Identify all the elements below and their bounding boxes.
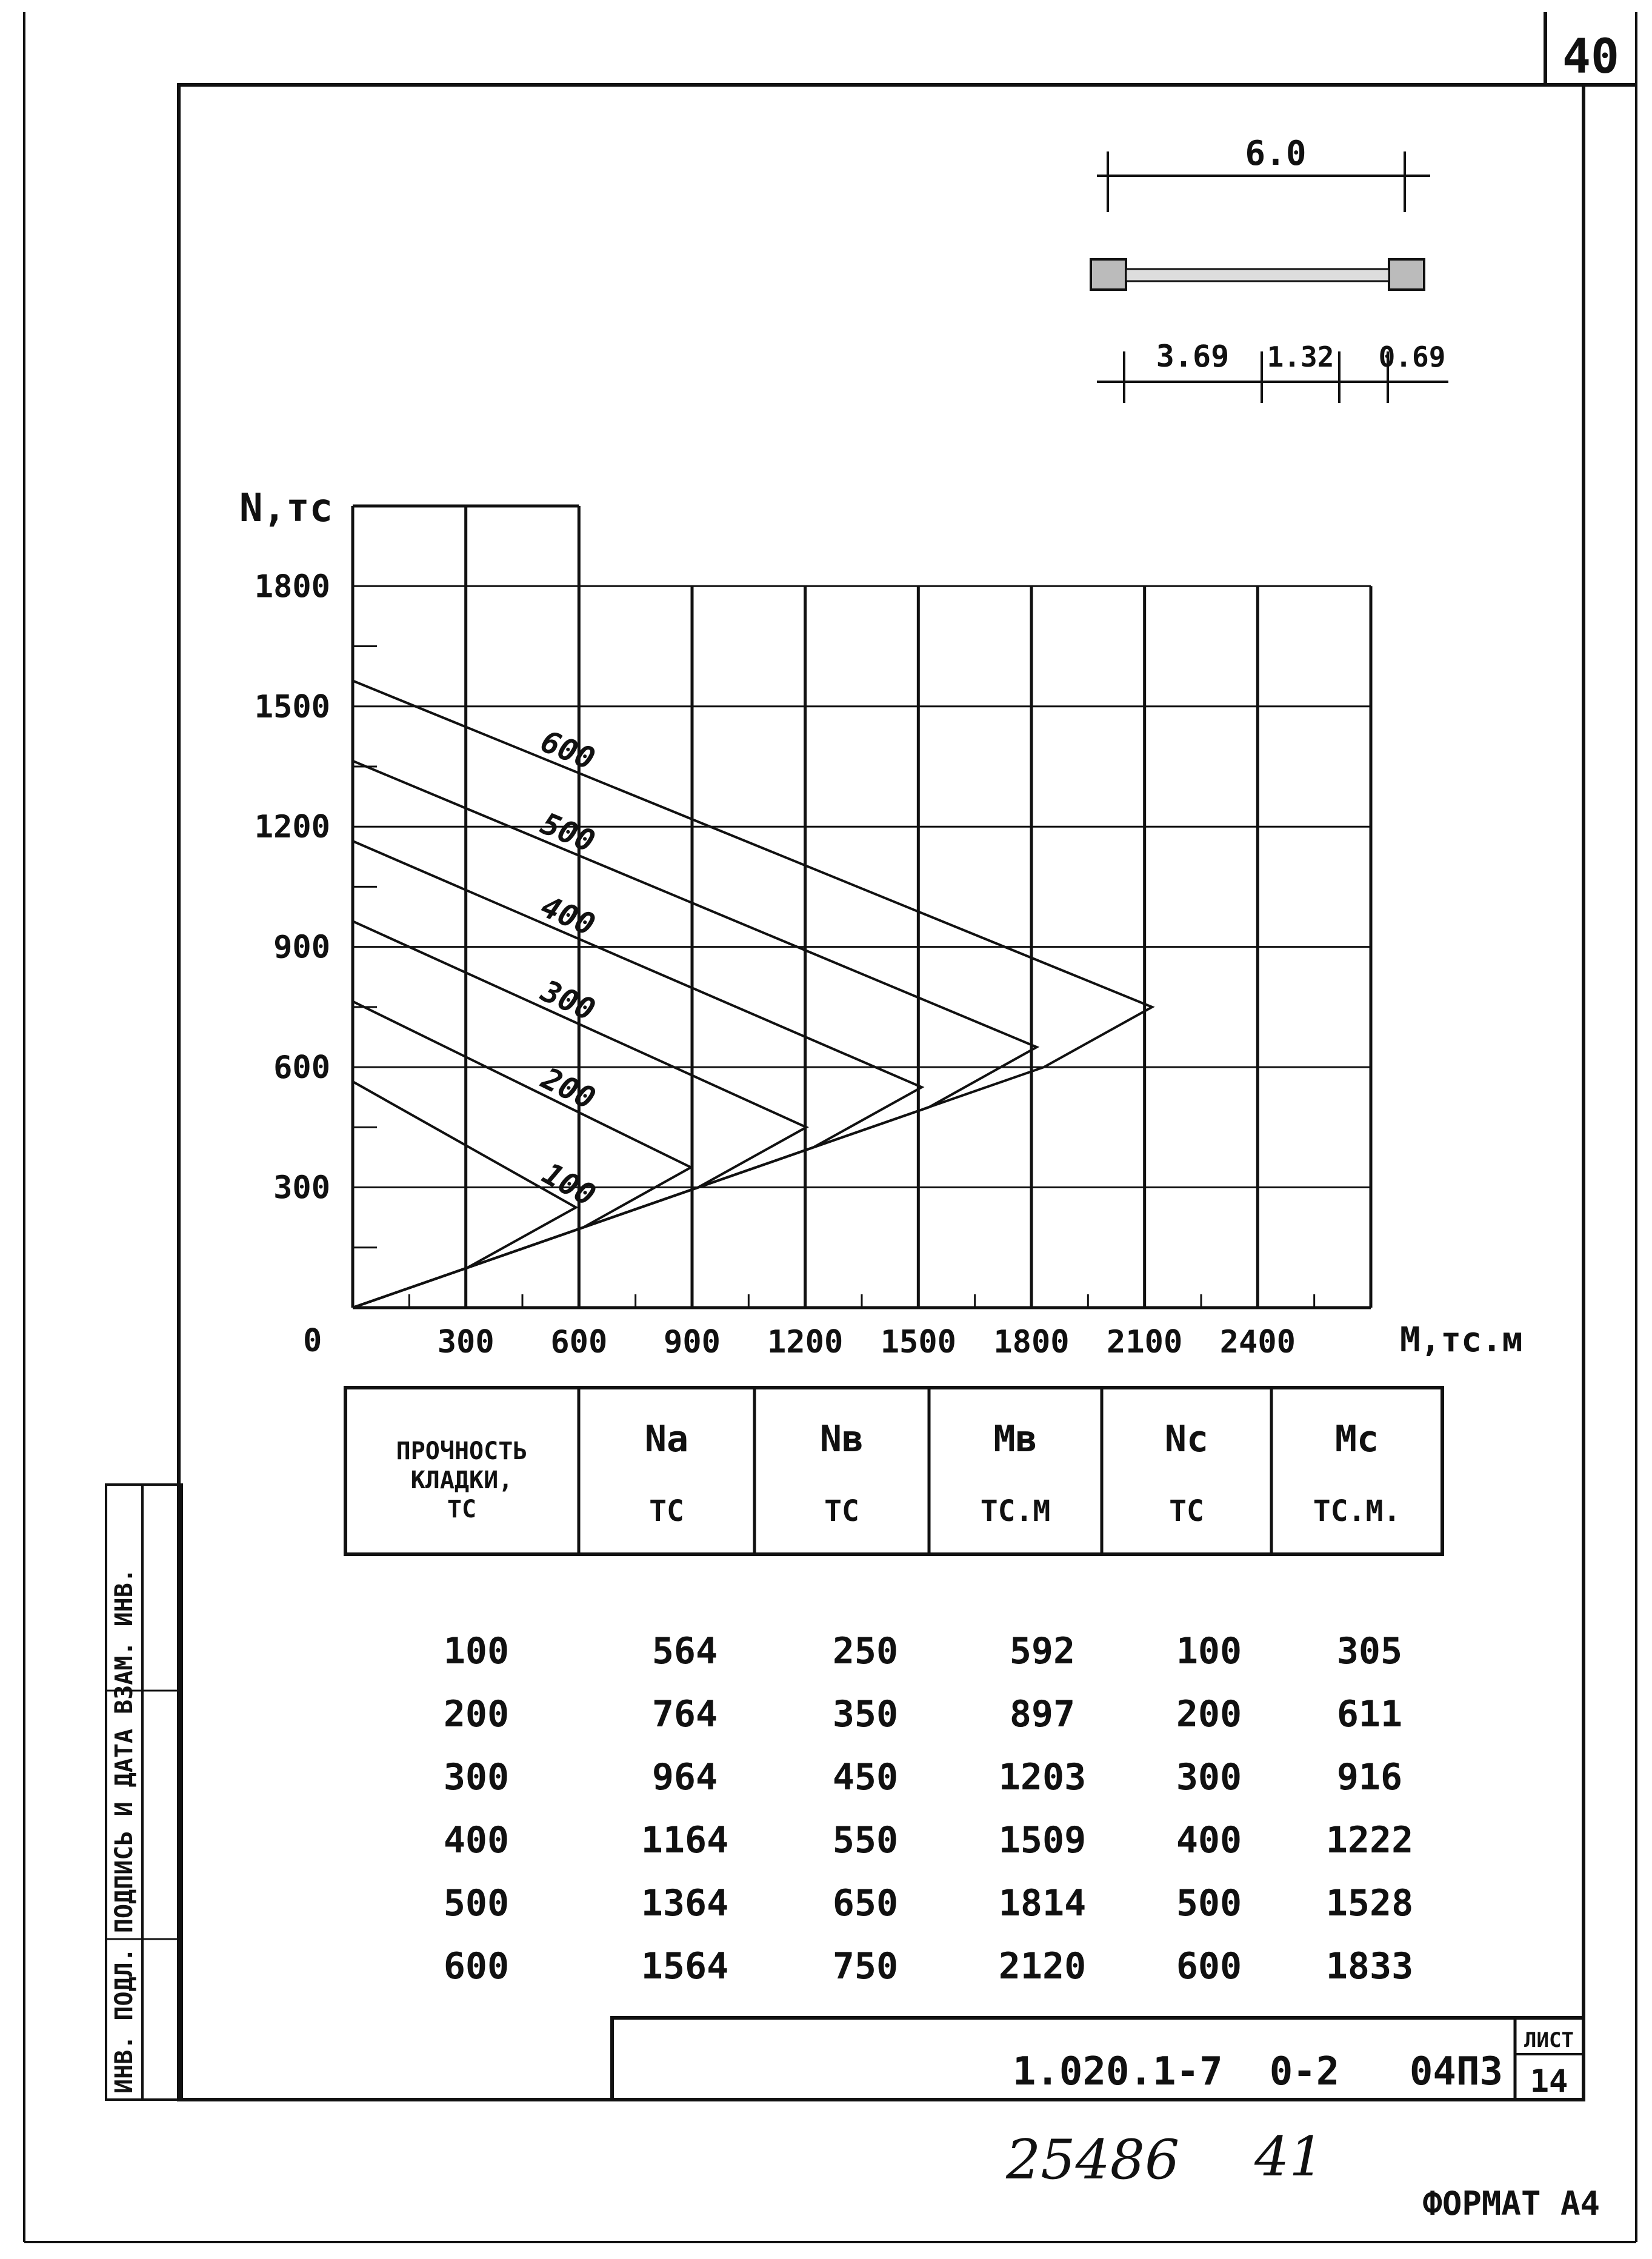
table-header-first-line: ТС — [447, 1495, 477, 1523]
table-cell: 100 — [443, 1630, 510, 1672]
table-cell: 300 — [1176, 1756, 1242, 1798]
table-header — [396, 1388, 1401, 1554]
table-cell: 1203 — [998, 1756, 1087, 1798]
table-cell: 1528 — [1325, 1882, 1414, 1925]
table-unit-1: ТС — [649, 1494, 684, 1528]
table-cell: 897 — [1009, 1693, 1076, 1735]
y-tick-300: 300 — [273, 1169, 330, 1206]
table-cell: 305 — [1336, 1630, 1403, 1672]
table-cell: 600 — [1176, 1945, 1242, 1988]
table-body — [444, 1630, 1413, 1988]
table-cell: 400 — [443, 1819, 510, 1861]
series-line-500 — [353, 761, 1037, 1308]
table-cell: 564 — [651, 1630, 718, 1672]
table-cell: 200 — [1176, 1693, 1242, 1735]
y-tick-1500: 1500 — [254, 688, 330, 725]
table-row — [444, 1882, 1413, 1925]
table-cell: 1509 — [998, 1819, 1087, 1861]
table-cell: 100 — [1176, 1630, 1242, 1672]
interaction-chart — [239, 486, 1522, 1360]
dim-part-1: 3.69 — [1156, 339, 1230, 374]
table-row — [444, 1756, 1402, 1798]
pier-right — [1389, 259, 1424, 290]
table-unit-4: ТС — [1169, 1494, 1204, 1528]
table-cell: 650 — [832, 1882, 899, 1925]
table-cell: 250 — [832, 1630, 899, 1672]
chart-x-ticks — [409, 1294, 1314, 1360]
handwritten-sheet: 41 — [1254, 2125, 1324, 2189]
table-cell: 1814 — [998, 1882, 1087, 1925]
table-row — [444, 1630, 1402, 1672]
side-stamp-text: ИНВ. ПОДЛ. ПОДПИСЬ И ДАТА ВЗАМ. ИНВ. — [110, 1568, 138, 2094]
chart-series-labels — [535, 724, 601, 1213]
table-cell: 350 — [832, 1693, 899, 1735]
y-tick-1200: 1200 — [254, 809, 330, 846]
list-number: 14 — [1530, 2063, 1568, 2100]
table-cell: 550 — [832, 1819, 899, 1861]
series-label-200: 200 — [536, 1060, 601, 1117]
x-tick-2100: 2100 — [1107, 1324, 1183, 1360]
table-cell: 300 — [443, 1756, 510, 1798]
origin-label: 0 — [303, 1323, 322, 1359]
x-tick-2400: 2400 — [1219, 1324, 1296, 1360]
dimension-sketch — [1091, 134, 1448, 403]
title-block — [612, 2018, 1584, 2100]
y-tick-1800: 1800 — [254, 568, 330, 605]
table-cell: 592 — [1009, 1630, 1076, 1672]
table-cell: 500 — [1176, 1882, 1242, 1925]
list-label: ЛИСТ — [1524, 2028, 1574, 2052]
y-tick-600: 600 — [273, 1050, 330, 1086]
table-header-2: Nв — [819, 1418, 864, 1460]
x-tick-1800: 1800 — [993, 1324, 1070, 1360]
handwritten-number: 25486 — [1006, 2128, 1180, 2192]
series-label-300: 300 — [536, 973, 601, 1028]
x-tick-1500: 1500 — [880, 1324, 956, 1360]
table-row — [444, 1693, 1402, 1735]
format-label: ФОРМАТ А4 — [1422, 2184, 1600, 2223]
dim-part-3: 0.69 — [1378, 341, 1446, 373]
table-cell: 964 — [651, 1756, 718, 1798]
table-cell: 1164 — [641, 1819, 729, 1861]
table-header-3: Mв — [993, 1418, 1037, 1460]
table-cell: 200 — [443, 1693, 510, 1735]
series-label-600: 600 — [536, 724, 600, 777]
table-cell: 916 — [1336, 1756, 1403, 1798]
series-label-100: 100 — [536, 1156, 602, 1214]
y-axis-label: N,тс — [239, 486, 333, 531]
table-header-1: Na — [644, 1418, 689, 1460]
x-tick-1200: 1200 — [767, 1324, 844, 1360]
table-cell: 400 — [1176, 1819, 1242, 1861]
table-cell: 750 — [832, 1945, 899, 1988]
dim-overall: 6.0 — [1245, 134, 1307, 173]
side-stamp — [106, 1485, 182, 2100]
results-table — [345, 1388, 1442, 1988]
table-cell: 1364 — [641, 1882, 729, 1925]
wall-strip — [1126, 269, 1389, 281]
table-row — [444, 1945, 1413, 1988]
table-cell: 450 — [832, 1756, 899, 1798]
table-header-first-line: ПРОЧНОСТЬ — [396, 1437, 528, 1465]
series-line-400 — [353, 841, 922, 1308]
table-unit-3: ТС.М — [980, 1494, 1051, 1528]
chart-y-ticks — [255, 568, 377, 1247]
table-cell: 611 — [1336, 1693, 1403, 1735]
table-cell: 600 — [443, 1945, 510, 1988]
x-tick-900: 900 — [664, 1324, 721, 1360]
table-row — [444, 1819, 1413, 1861]
table-header-first-line: КЛАДКИ, — [410, 1466, 513, 1494]
page-number: 40 — [1562, 30, 1619, 84]
table-header-4: Nc — [1164, 1418, 1209, 1460]
table-cell: 1564 — [641, 1945, 729, 1988]
series-label-400: 400 — [536, 888, 601, 943]
table-unit-5: ТС.М. — [1313, 1494, 1401, 1528]
table-cell: 2120 — [998, 1945, 1087, 1988]
y-tick-900: 900 — [273, 929, 330, 966]
table-header-5: Mc — [1334, 1418, 1379, 1460]
page-number-box — [1545, 12, 1636, 85]
x-tick-300: 300 — [437, 1324, 495, 1360]
series-label-500: 500 — [536, 805, 600, 860]
document-code: 1.020.1-7 0-2 04ПЗ — [1012, 2049, 1503, 2094]
table-cell: 1222 — [1325, 1819, 1414, 1861]
series-line-200 — [353, 1002, 691, 1308]
table-unit-2: ТС — [824, 1494, 859, 1528]
x-tick-600: 600 — [550, 1324, 608, 1360]
x-axis-label: М,тс.м — [1400, 1320, 1523, 1360]
dim-part-2: 1.32 — [1267, 341, 1334, 373]
table-cell: 1833 — [1325, 1945, 1414, 1988]
pier-left — [1091, 259, 1126, 290]
table-cell: 764 — [651, 1693, 718, 1735]
table-cell: 500 — [443, 1882, 510, 1925]
